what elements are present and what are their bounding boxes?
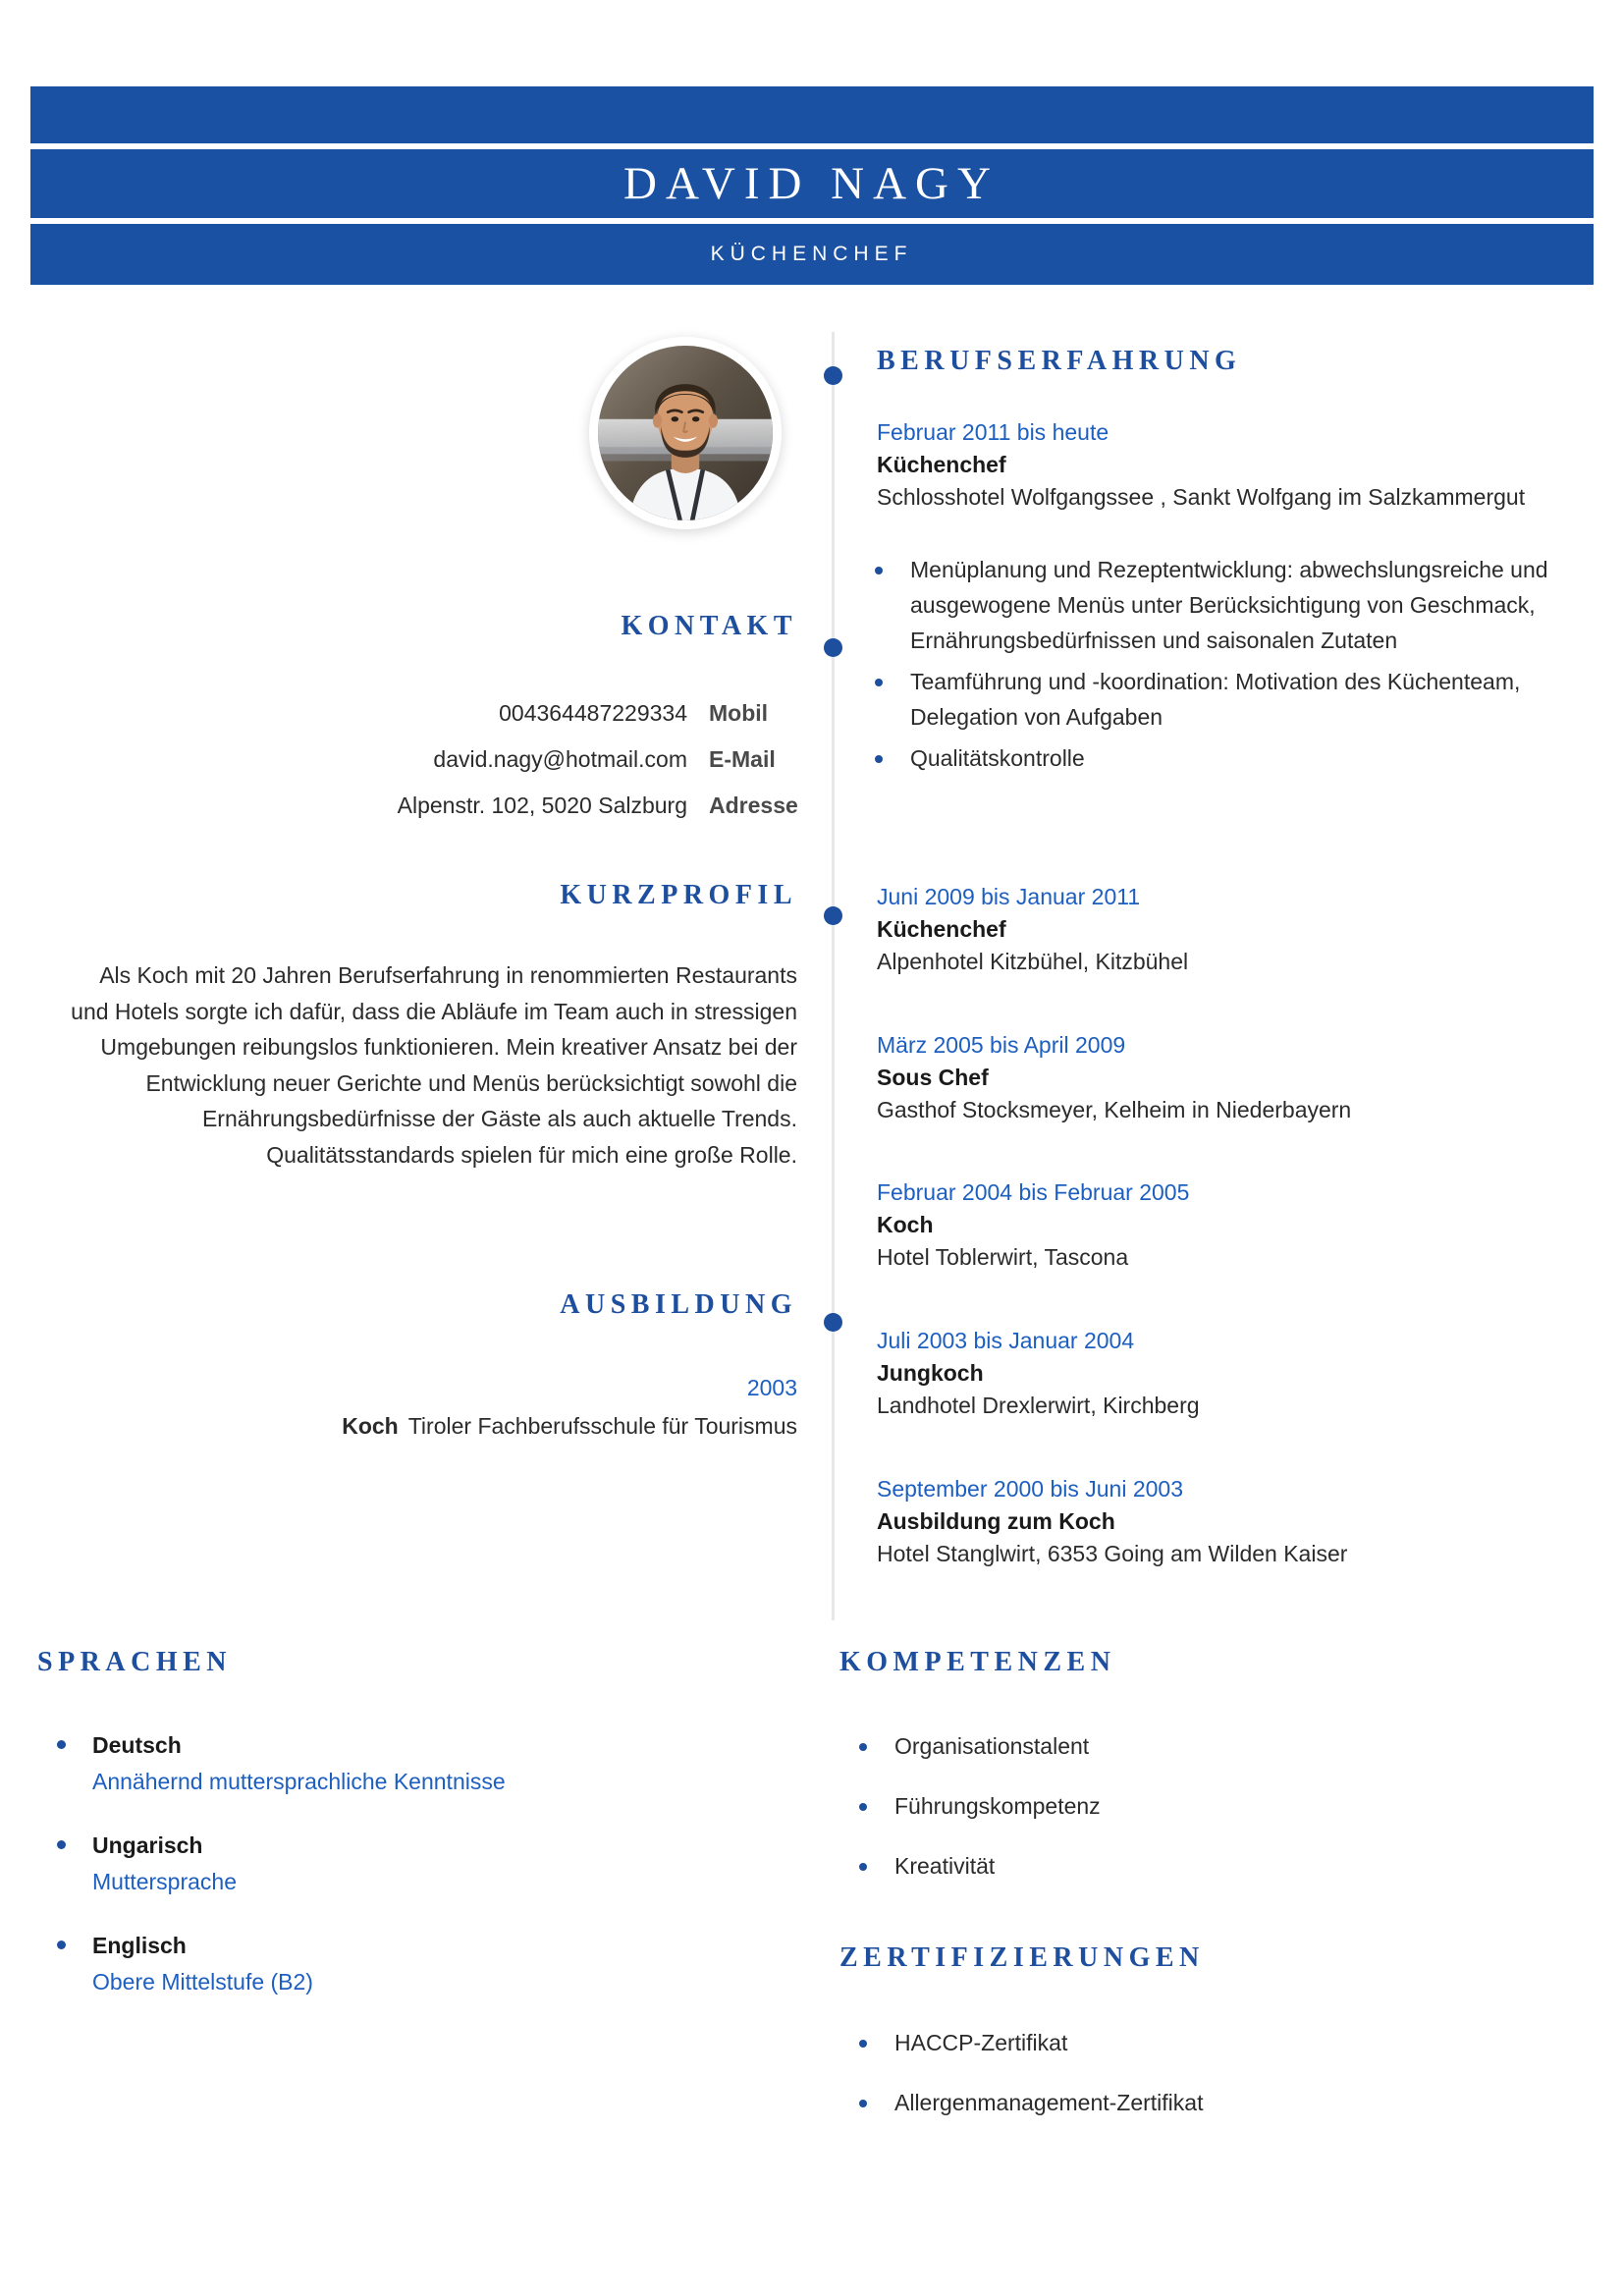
education-degree: Koch (342, 1413, 399, 1439)
language-level: Muttersprache (92, 1869, 238, 1894)
header-bar-top (30, 86, 1594, 143)
job-org: Hotel Stanglwirt, 6353 Going am Wilden Kaiser (877, 1541, 1348, 1566)
education-entry (59, 1368, 797, 1445)
education-section (59, 1289, 797, 1321)
contact-value-mobil: 004364487229334 (499, 700, 687, 726)
languages-list (37, 1728, 784, 2029)
list-item: Organisationstalent (839, 1728, 1586, 1764)
contact-label-mobil: Mobil (709, 700, 769, 726)
certifications-section (839, 1942, 1586, 1974)
languages-heading: SPRACHEN (37, 1647, 233, 1677)
education-school: Tiroler Fachberufsschule für Tourismus (407, 1413, 797, 1439)
contact-value-adresse: Alpenstr. 102, 5020 Salzburg (397, 793, 687, 818)
job-title-subtitle: KÜCHENCHEF (710, 243, 913, 265)
job-org: Alpenhotel Kitzbühel, Kitzbühel (877, 949, 1189, 974)
timeline-dot-contact (824, 638, 842, 657)
list-item: HACCP-Zertifikat (839, 2025, 1586, 2060)
skills-heading: KOMPETENZEN (839, 1647, 1116, 1677)
certifications-list (839, 2025, 1586, 2145)
language-name: Deutsch (92, 1732, 182, 1758)
education-year: 2003 (746, 1375, 797, 1400)
list-item (37, 1829, 784, 1901)
timeline-dot-experience (824, 366, 842, 385)
job-date: September 2000 bis Juni 2003 (877, 1476, 1183, 1502)
list-item (37, 1929, 784, 2001)
experience-heading: BERUFSERFAHRUNG (877, 346, 1242, 376)
languages-section (37, 1647, 784, 1678)
list-item: Menüplanung und Rezeptentwicklung: abwechslungsreiche und ausgewogene Menüs unter Berücksichtigung von Geschmack, Ernährungsbedürfnissen und saisonalen Zutaten (855, 552, 1601, 658)
contact-rows (59, 690, 797, 829)
list-item: Qualitätskontrolle (855, 740, 1601, 776)
job-org: Landhotel Drexlerwirt, Kirchberg (877, 1393, 1200, 1418)
language-level: Annähernd muttersprachliche Kenntnisse (92, 1769, 506, 1794)
experience-job-1 (877, 881, 1608, 978)
language-level: Obere Mittelstufe (B2) (92, 1969, 313, 1995)
contact-section (59, 611, 797, 642)
contact-value-email[interactable]: david.nagy@hotmail.com (433, 746, 687, 772)
skills-section (839, 1647, 1586, 1678)
experience-job-0 (877, 416, 1608, 514)
contact-label-adresse: Adresse (709, 793, 798, 818)
job-title: Sous Chef (877, 1065, 989, 1090)
contact-label-email: E-Mail (709, 746, 776, 772)
experience-job-2 (877, 1029, 1608, 1126)
job-date: Juli 2003 bis Januar 2004 (877, 1328, 1135, 1353)
job-date: Februar 2011 bis heute (877, 419, 1109, 445)
job-title: Koch (877, 1212, 934, 1237)
page-title: DAVID NAGY (623, 158, 1000, 209)
list-item: Führungskompetenz (839, 1788, 1586, 1824)
profile-heading: KURZPROFIL (560, 880, 797, 910)
job-title: Küchenchef (877, 452, 1006, 477)
job-date: Juni 2009 bis Januar 2011 (877, 884, 1141, 909)
language-name: Englisch (92, 1933, 187, 1958)
timeline-dot-profile (824, 906, 842, 925)
job-title: Jungkoch (877, 1360, 984, 1386)
profile-section (59, 880, 797, 911)
job-title: Küchenchef (877, 916, 1006, 942)
certifications-heading: ZERTIFIZIERUNGEN (839, 1942, 1205, 1973)
education-heading: AUSBILDUNG (560, 1289, 797, 1320)
education-line (59, 1407, 797, 1445)
profile-body (59, 957, 797, 1173)
list-item: Allergenmanagement-Zertifikat (839, 2085, 1586, 2120)
job-org: Hotel Toblerwirt, Tascona (877, 1244, 1129, 1270)
language-name: Ungarisch (92, 1832, 203, 1858)
list-item: Kreativität (839, 1848, 1586, 1884)
job-org: Gasthof Stocksmeyer, Kelheim in Niederbayern (877, 1097, 1352, 1122)
profile-text: Als Koch mit 20 Jahren Berufserfahrung in renommierten Restaurants und Hotels sorgte ich dafür, dass die Abläufe im Team auch in stressigen Umgebungen reibungslos funktionieren. Mein kreativer Ansatz bei der Entwicklung neuer Gerichte und Menüs berücksichtigt sowohl die Ernährungsbedürfnisse der Gäste als auch aktuelle Trends. Qualitätsstandards spielen für mich eine große Rolle. (71, 962, 797, 1168)
contact-row-mobil (59, 690, 797, 737)
experience-job-4 (877, 1325, 1608, 1422)
job-org: Schlosshotel Wolfgangssee , Sankt Wolfgang im Salzkammergut (877, 484, 1526, 510)
experience-section (877, 346, 1608, 377)
list-item: Teamführung und -koordination: Motivation des Küchenteam, Delegation von Aufgaben (855, 664, 1601, 735)
portrait-photo-chef (598, 346, 773, 520)
experience-job-5 (877, 1473, 1608, 1570)
avatar (589, 337, 782, 529)
job-title: Ausbildung zum Koch (877, 1508, 1115, 1534)
contact-heading: KONTAKT (621, 611, 797, 641)
list-item (37, 1728, 784, 1801)
contact-row-email (59, 737, 797, 783)
job-date: März 2005 bis April 2009 (877, 1032, 1126, 1058)
skills-list (839, 1728, 1586, 1908)
timeline-divider (832, 332, 835, 1620)
contact-row-adresse (59, 783, 797, 829)
experience-job-0-bullets (855, 552, 1601, 782)
job-date: Februar 2004 bis Februar 2005 (877, 1179, 1190, 1205)
experience-job-3 (877, 1176, 1608, 1274)
timeline-dot-education (824, 1313, 842, 1332)
